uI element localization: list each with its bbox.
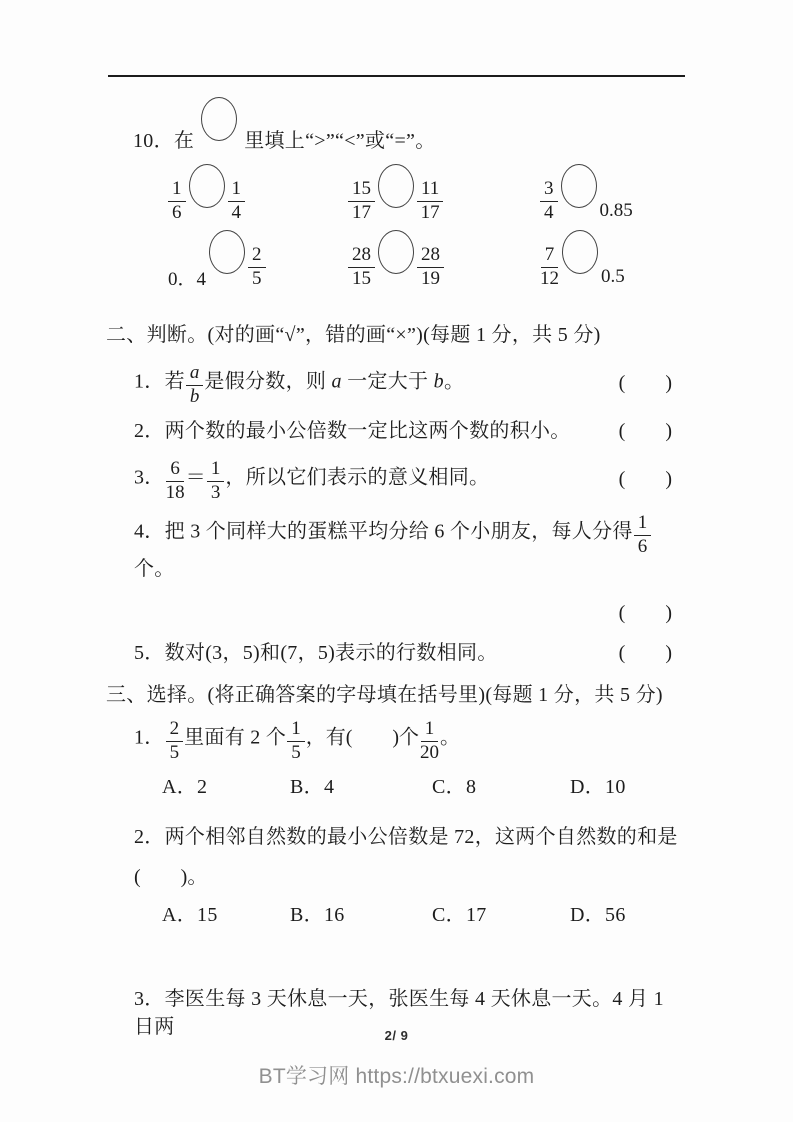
fraction: $\frac{1}{3}$ [207,459,225,503]
judge-item-2-text: 2．两个数的最小公倍数一定比这两个数的积小。 [134,420,571,443]
fraction: $\frac{1}{4}$ [228,179,246,223]
judge-item-1 [134,361,686,405]
footer-site-link: BT学习网 https://btxuexi.com [258,1065,535,1088]
option-d: D．10 [570,776,626,799]
answer-circle [378,164,414,208]
decimal-value: 0．4 [168,268,207,290]
judge-item-4-answer [106,599,686,627]
fraction: $\frac{1}{6}$ [168,179,186,223]
answer-circle [378,230,414,274]
fraction: $\frac{a}{b}$ [186,363,204,407]
section2-heading: 二、判断。(对的画“√”，错的画“×”)(每题 1 分，共 5 分) [106,324,601,347]
decimal-value: 0.5 [601,266,625,288]
option-a: A．15 [162,904,218,927]
judge-item-3 [134,457,686,501]
fraction: $\frac{7}{12}$ [540,244,559,289]
choice-item-1-stem: 1． $\frac{2}{5}$ 里面有 2 个 $\frac{1}{5}$ ，有( )个 $\frac{1}{20}$ 。 [134,718,461,763]
judge-item-4: 4．把 3 个同样大的蛋糕平均分给 6 个小朋友，每人分得 $\frac{1}{6}$ 个。 [134,511,686,583]
judge-item-1-text: 1．若 $\frac{a}{b}$ 是假分数，则 a 一定大于 b。 [134,362,465,407]
choice-item-2-stem-line1: 2．两个相邻自然数的最小公倍数是 72，这两个自然数的和是 [134,826,678,849]
option-d: D．56 [570,904,626,927]
answer-circle [201,97,237,141]
answer-circle [561,164,597,208]
choice-item-2-options [162,901,686,929]
fraction: $\frac{11}{17}$ [417,179,443,223]
judge-item-5-text: 5．数对(3，5)和(7，5)表示的行数相同。 [134,642,498,665]
fraction: $\frac{6}{18}$ [165,458,185,503]
comparison-item [168,245,348,289]
fraction: $\frac{3}{4}$ [540,179,558,223]
option-c: C．8 [432,776,477,799]
section3-heading: 三、选择。(将正确答案的字母填在括号里)(每题 1 分，共 5 分) [106,684,663,707]
answer-parentheses: ( ) [618,468,672,491]
judge-item-2 [134,417,686,445]
fraction: $\frac{2}{5}$ [166,719,184,763]
choice-item-2-stem-line2: ( )。 [134,866,208,889]
option-a: A．2 [162,776,208,799]
q10-suffix: 里填上“>”“<”或“=”。 [244,130,436,152]
fraction: $\frac{28}{19}$ [417,245,444,289]
comparison-item [348,179,540,223]
fraction: $\frac{2}{5}$ [248,245,266,289]
fraction: $\frac{1}{5}$ [287,719,305,763]
answer-parentheses: ( ) [618,420,672,443]
judge-item-5 [134,639,686,667]
answer-circle [562,230,598,274]
answer-circle [209,230,245,274]
fraction: $\frac{15}{17}$ [348,179,375,223]
comparison-item [540,245,686,289]
comparison-item [348,245,540,289]
answer-parentheses: ( ) [618,372,672,395]
option-c: C．17 [432,904,487,927]
answer-circle [189,164,225,208]
judge-item-3-text: 3． $\frac{6}{18}$ ＝ $\frac{1}{3}$ ，所以它们表示的意义相同。 [134,458,490,503]
page-content [106,75,686,1041]
q10-prefix: 10．在 [133,130,195,152]
comparison-item [168,179,348,223]
answer-parentheses: ( ) [618,642,672,665]
option-b: B．16 [290,904,345,927]
comparison-item [540,179,686,223]
answer-parentheses: ( ) [618,602,672,625]
decimal-value: 0.85 [599,200,633,222]
choice-item-3-stem: 3．李医生每 3 天休息一天，张医生每 4 天休息一天。4 月 1 日两 [134,988,664,1039]
fraction: $\frac{28}{15}$ [348,245,375,289]
page-number: 2/ 9 [384,1028,409,1043]
question-10-stem [133,97,686,153]
fraction: $\frac{1}{6}$ [634,513,652,557]
choice-item-1-options [162,773,686,801]
option-b: B．4 [290,776,335,799]
fraction: $\frac{1}{20}$ [420,718,440,763]
comparison-grid [168,179,686,289]
